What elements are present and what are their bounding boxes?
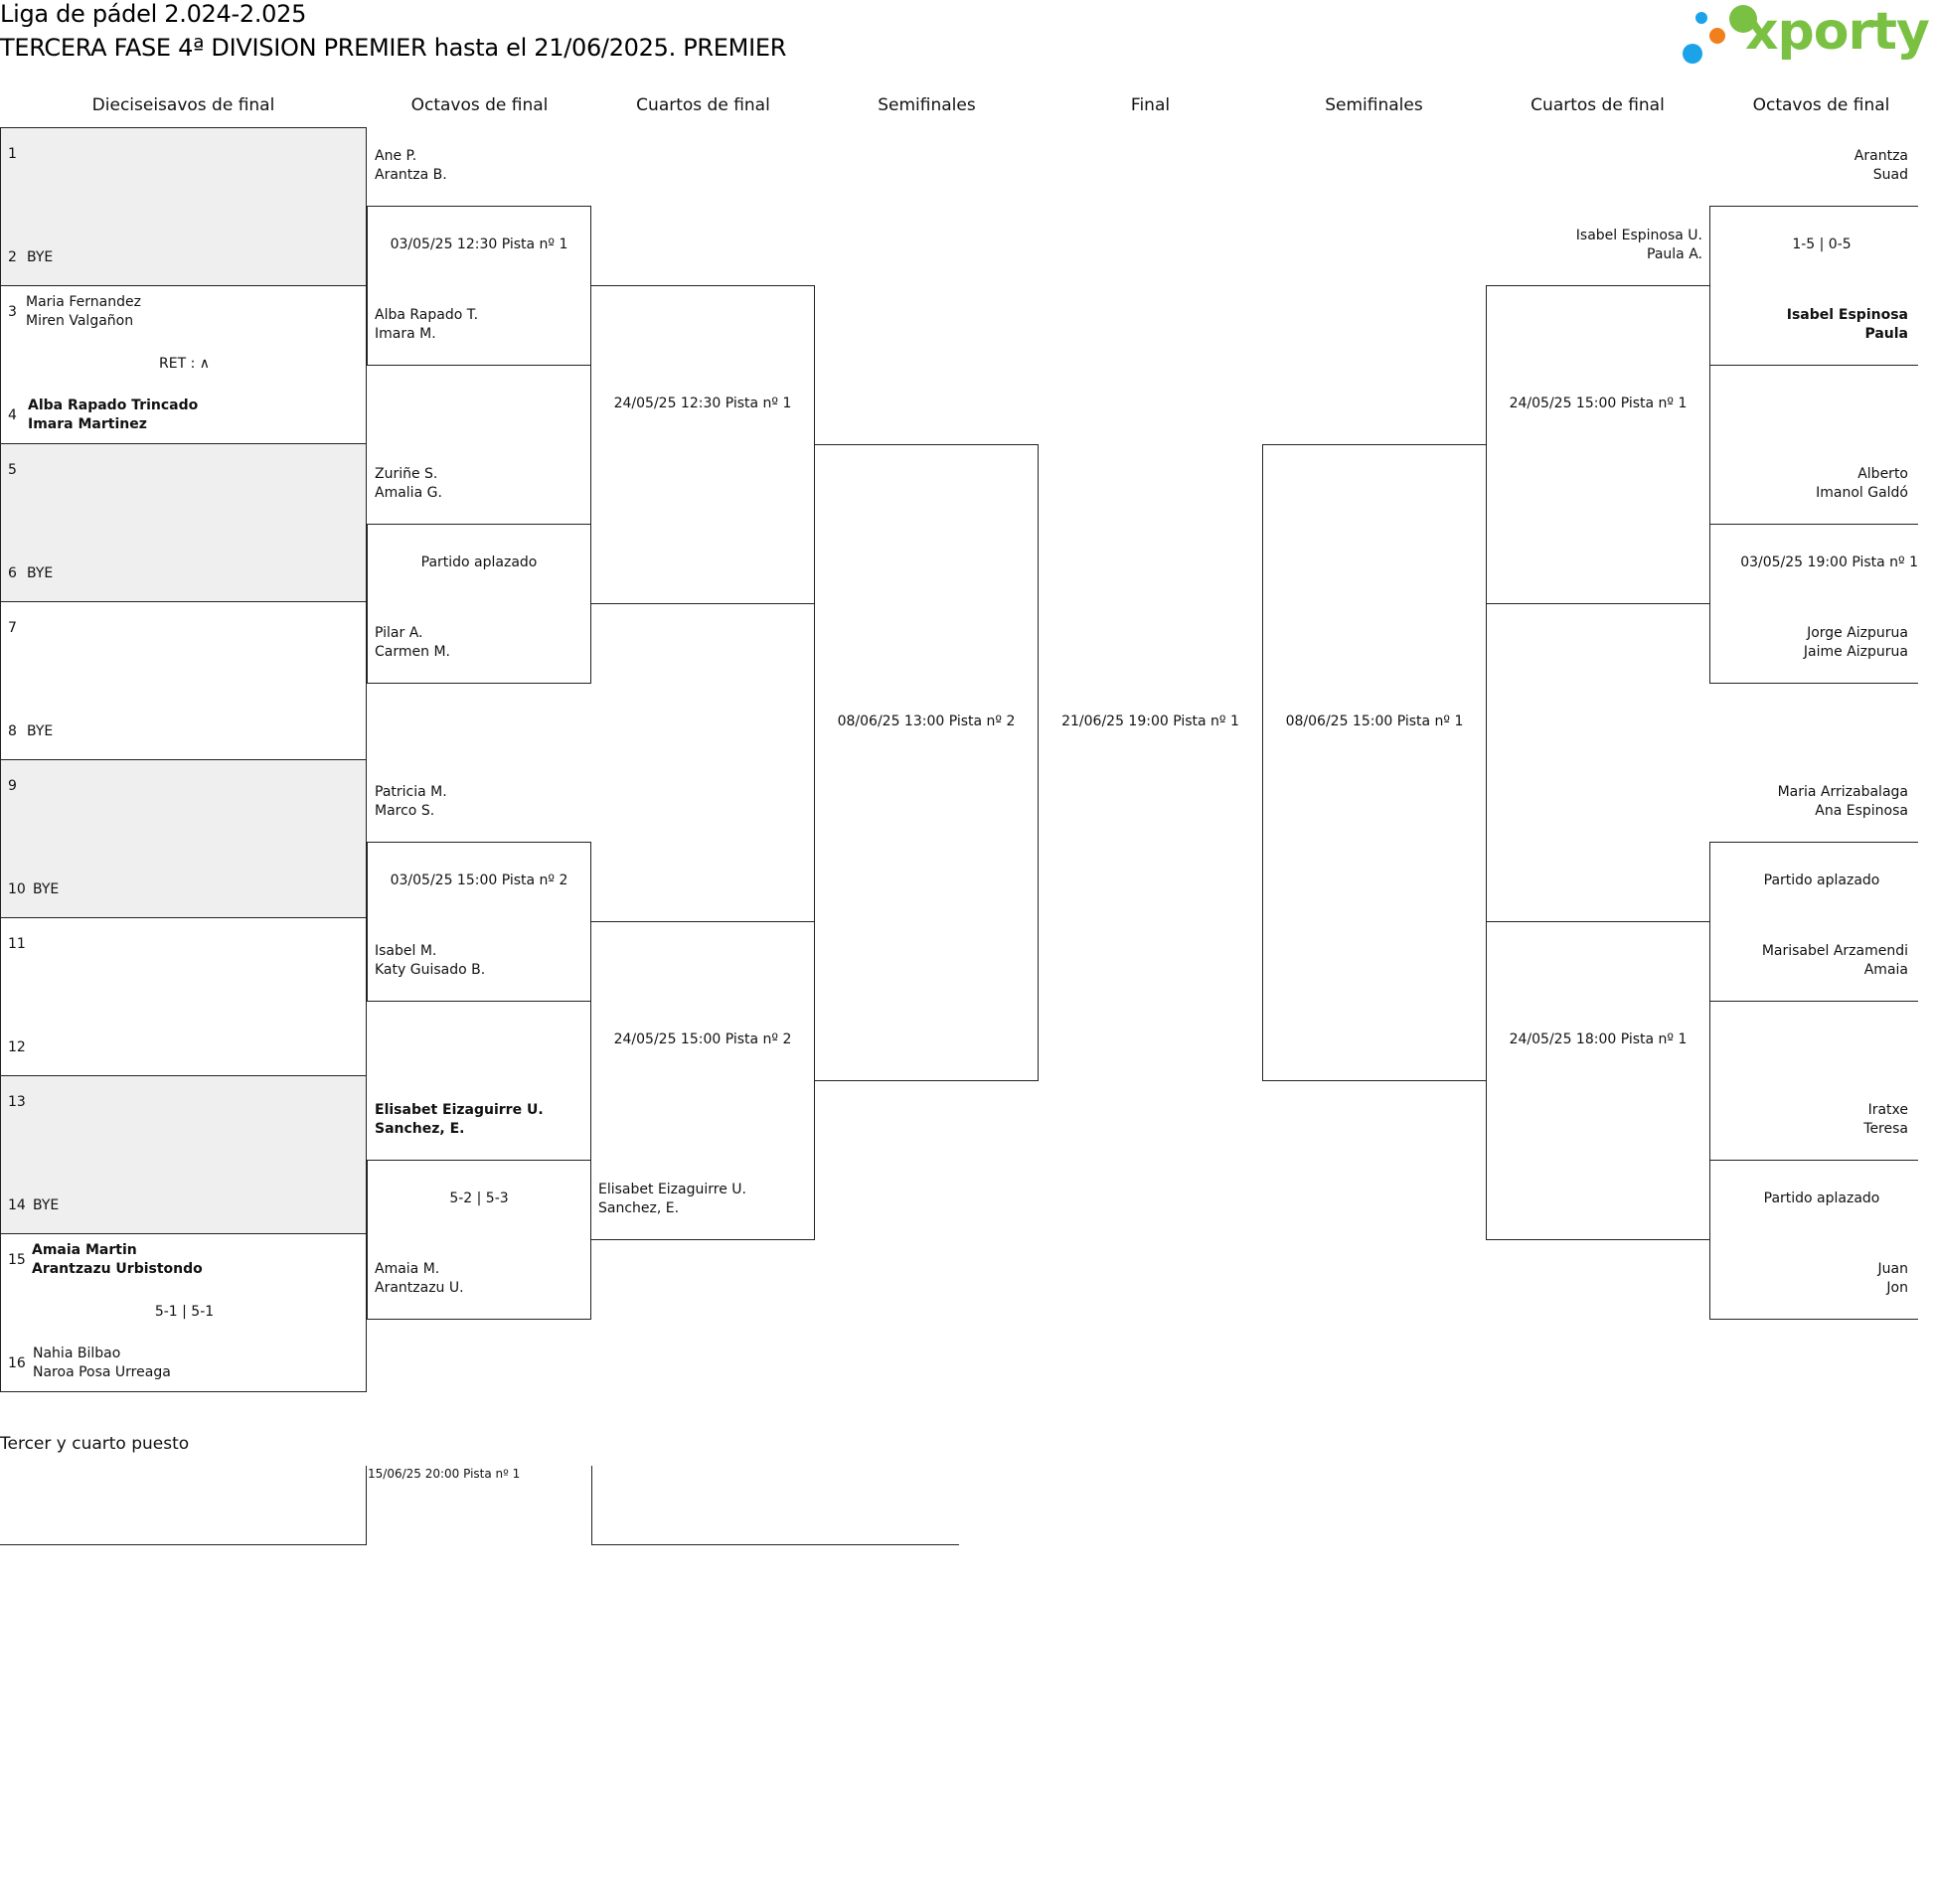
r32-match-5 <box>0 759 367 918</box>
team-player: Suad <box>1872 167 1908 183</box>
team-player: Imanol Galdó <box>1816 485 1908 501</box>
seed-number: 12 <box>8 1039 26 1055</box>
team-player: Amaia <box>1863 962 1908 978</box>
column-header-r16-right: Octavos de final <box>1752 95 1890 115</box>
team-player-winner: Amaia Martin <box>32 1242 137 1258</box>
team-player: Maria Fernandez <box>26 294 141 310</box>
page-subtitle: TERCERA FASE 4ª DIVISION PREMIER hasta el 21/06/2025. PREMIER <box>0 34 787 62</box>
team-player: Juan <box>1877 1261 1908 1277</box>
team-player: Arantza B. <box>375 167 447 183</box>
column-header-r16-left: Octavos de final <box>410 95 549 115</box>
match-result: RET : ∧ <box>159 356 210 372</box>
bye-label: BYE <box>33 881 60 897</box>
team-player-winner: Imara Martinez <box>28 416 147 432</box>
team-player: Pilar A. <box>375 625 423 641</box>
logo-dot-blue <box>1683 44 1702 64</box>
column-header-qf-left: Cuartos de final <box>636 95 770 115</box>
team-player: Alba Rapado T. <box>375 307 479 323</box>
page-title: Liga de pádel 2.024-2.025 <box>0 0 307 28</box>
seed-number: 1 <box>8 146 17 162</box>
team-player-winner: Isabel Espinosa <box>1786 307 1908 323</box>
team-player: Imara M. <box>375 326 436 342</box>
sf-right-bracket <box>1262 444 1487 1081</box>
seed-number: 15 <box>8 1252 26 1268</box>
team-player: Jon <box>1886 1280 1908 1296</box>
bye-label: BYE <box>27 723 54 739</box>
team-player-winner: Sanchez, E. <box>375 1121 465 1137</box>
match-schedule: Partido aplazado <box>1763 873 1880 888</box>
team-player: Miren Valgañon <box>26 313 134 329</box>
team-player-winner: Paula <box>1864 326 1908 342</box>
team-player: Jaime Aizpurua <box>1803 644 1908 660</box>
third-place-title: Tercer y cuarto puesto <box>0 1434 190 1454</box>
r32-match-3 <box>0 443 367 602</box>
team-player: Sanchez, E. <box>598 1200 680 1216</box>
qf-right-bracket-1 <box>1486 285 1710 604</box>
match-schedule: 24/05/25 15:00 Pista nº 1 <box>1509 396 1688 411</box>
bye-label: BYE <box>33 1197 60 1213</box>
team-player: Zuriñe S. <box>375 466 438 482</box>
column-header-qf-right: Cuartos de final <box>1531 95 1665 115</box>
seed-number: 6 <box>8 565 17 581</box>
match-result: 1-5 | 0-5 <box>1792 237 1852 252</box>
column-header-final: Final <box>1130 95 1171 115</box>
r32-match-6 <box>0 917 367 1076</box>
team-player-winner: Alba Rapado Trincado <box>28 397 199 413</box>
team-player: Elisabet Eizaguirre U. <box>598 1182 746 1197</box>
team-player: Marco S. <box>375 803 435 819</box>
bye-label: BYE <box>27 249 54 265</box>
third-place-schedule: 15/06/25 20:00 Pista nº 1 <box>368 1467 521 1481</box>
third-place-team-slot-left <box>0 1466 367 1545</box>
seed-number: 11 <box>8 936 26 952</box>
match-schedule: 24/05/25 15:00 Pista nº 2 <box>613 1031 792 1047</box>
match-schedule: 08/06/25 15:00 Pista nº 1 <box>1285 714 1464 729</box>
seed-number: 3 <box>8 304 17 320</box>
team-player-winner: Elisabet Eizaguirre U. <box>375 1102 544 1118</box>
r32-match-2 <box>0 285 367 444</box>
team-player: Ane P. <box>375 148 417 164</box>
seed-number: 9 <box>8 778 17 794</box>
seed-number: 8 <box>8 723 17 739</box>
team-player: Marisabel Arzamendi <box>1761 943 1908 959</box>
column-header-sf-left: Semifinales <box>878 95 976 115</box>
third-place-team-slot-right <box>591 1466 959 1545</box>
logo-dot-blue-small <box>1695 12 1707 24</box>
r32-match-1 <box>0 127 367 286</box>
match-result: 5-2 | 5-3 <box>449 1190 509 1206</box>
match-schedule: 03/05/25 15:00 Pista nº 2 <box>390 873 568 888</box>
r32-match-7 <box>0 1075 367 1234</box>
seed-number: 5 <box>8 462 17 478</box>
team-player: Jorge Aizpurua <box>1807 625 1908 641</box>
team-player: Arantzazu U. <box>375 1280 464 1296</box>
team-player: Alberto <box>1857 466 1908 482</box>
team-player: Nahia Bilbao <box>33 1346 121 1361</box>
seed-number: 14 <box>8 1197 26 1213</box>
team-player: Patricia M. <box>375 784 447 800</box>
match-schedule: 24/05/25 12:30 Pista nº 1 <box>613 396 792 411</box>
qf-left-bracket-1 <box>590 285 815 604</box>
team-player: Carmen M. <box>375 644 450 660</box>
team-player: Maria Arrizabalaga <box>1777 784 1908 800</box>
match-result: 5-1 | 5-1 <box>154 1304 215 1320</box>
match-schedule: 08/06/25 13:00 Pista nº 2 <box>837 714 1016 729</box>
match-schedule: Partido aplazado <box>1763 1190 1880 1206</box>
column-header-r32: Dieciseisavos de final <box>91 95 275 115</box>
match-schedule: 24/05/25 18:00 Pista nº 1 <box>1509 1031 1688 1047</box>
team-player: Paula A. <box>1647 246 1702 262</box>
team-player: Amaia M. <box>375 1261 440 1277</box>
final-schedule: 21/06/25 19:00 Pista nº 1 <box>1061 714 1239 729</box>
seed-number: 10 <box>8 881 26 897</box>
team-player: Katy Guisado B. <box>375 962 486 978</box>
team-player: Isabel Espinosa U. <box>1575 228 1702 243</box>
bye-label: BYE <box>27 565 54 581</box>
seed-number: 2 <box>8 249 17 265</box>
column-header-sf-right: Semifinales <box>1325 95 1423 115</box>
seed-number: 13 <box>8 1094 26 1110</box>
team-player: Isabel M. <box>375 943 437 959</box>
seed-number: 7 <box>8 620 17 636</box>
team-player: Teresa <box>1863 1121 1908 1137</box>
team-player: Iratxe <box>1867 1102 1908 1118</box>
logo-wordmark: xporty <box>1745 2 1929 62</box>
match-schedule: Partido aplazado <box>420 555 538 570</box>
team-player: Arantza <box>1853 148 1908 164</box>
match-schedule: 03/05/25 19:00 Pista nº 1 <box>1740 555 1918 570</box>
match-schedule: 03/05/25 12:30 Pista nº 1 <box>390 237 568 252</box>
r32-match-4 <box>0 601 367 760</box>
logo-dot-orange <box>1709 28 1725 44</box>
qf-right-bracket-2 <box>1486 921 1710 1240</box>
team-player: Amalia G. <box>375 485 442 501</box>
r32-match-8 <box>0 1233 367 1392</box>
seed-number: 4 <box>8 407 17 423</box>
team-player: Ana Espinosa <box>1815 803 1908 819</box>
team-player: Naroa Posa Urreaga <box>33 1364 171 1380</box>
xporty-logo <box>1680 0 1929 70</box>
seed-number: 16 <box>8 1355 26 1371</box>
team-player-winner: Arantzazu Urbistondo <box>32 1261 203 1277</box>
sf-left-bracket <box>814 444 1039 1081</box>
